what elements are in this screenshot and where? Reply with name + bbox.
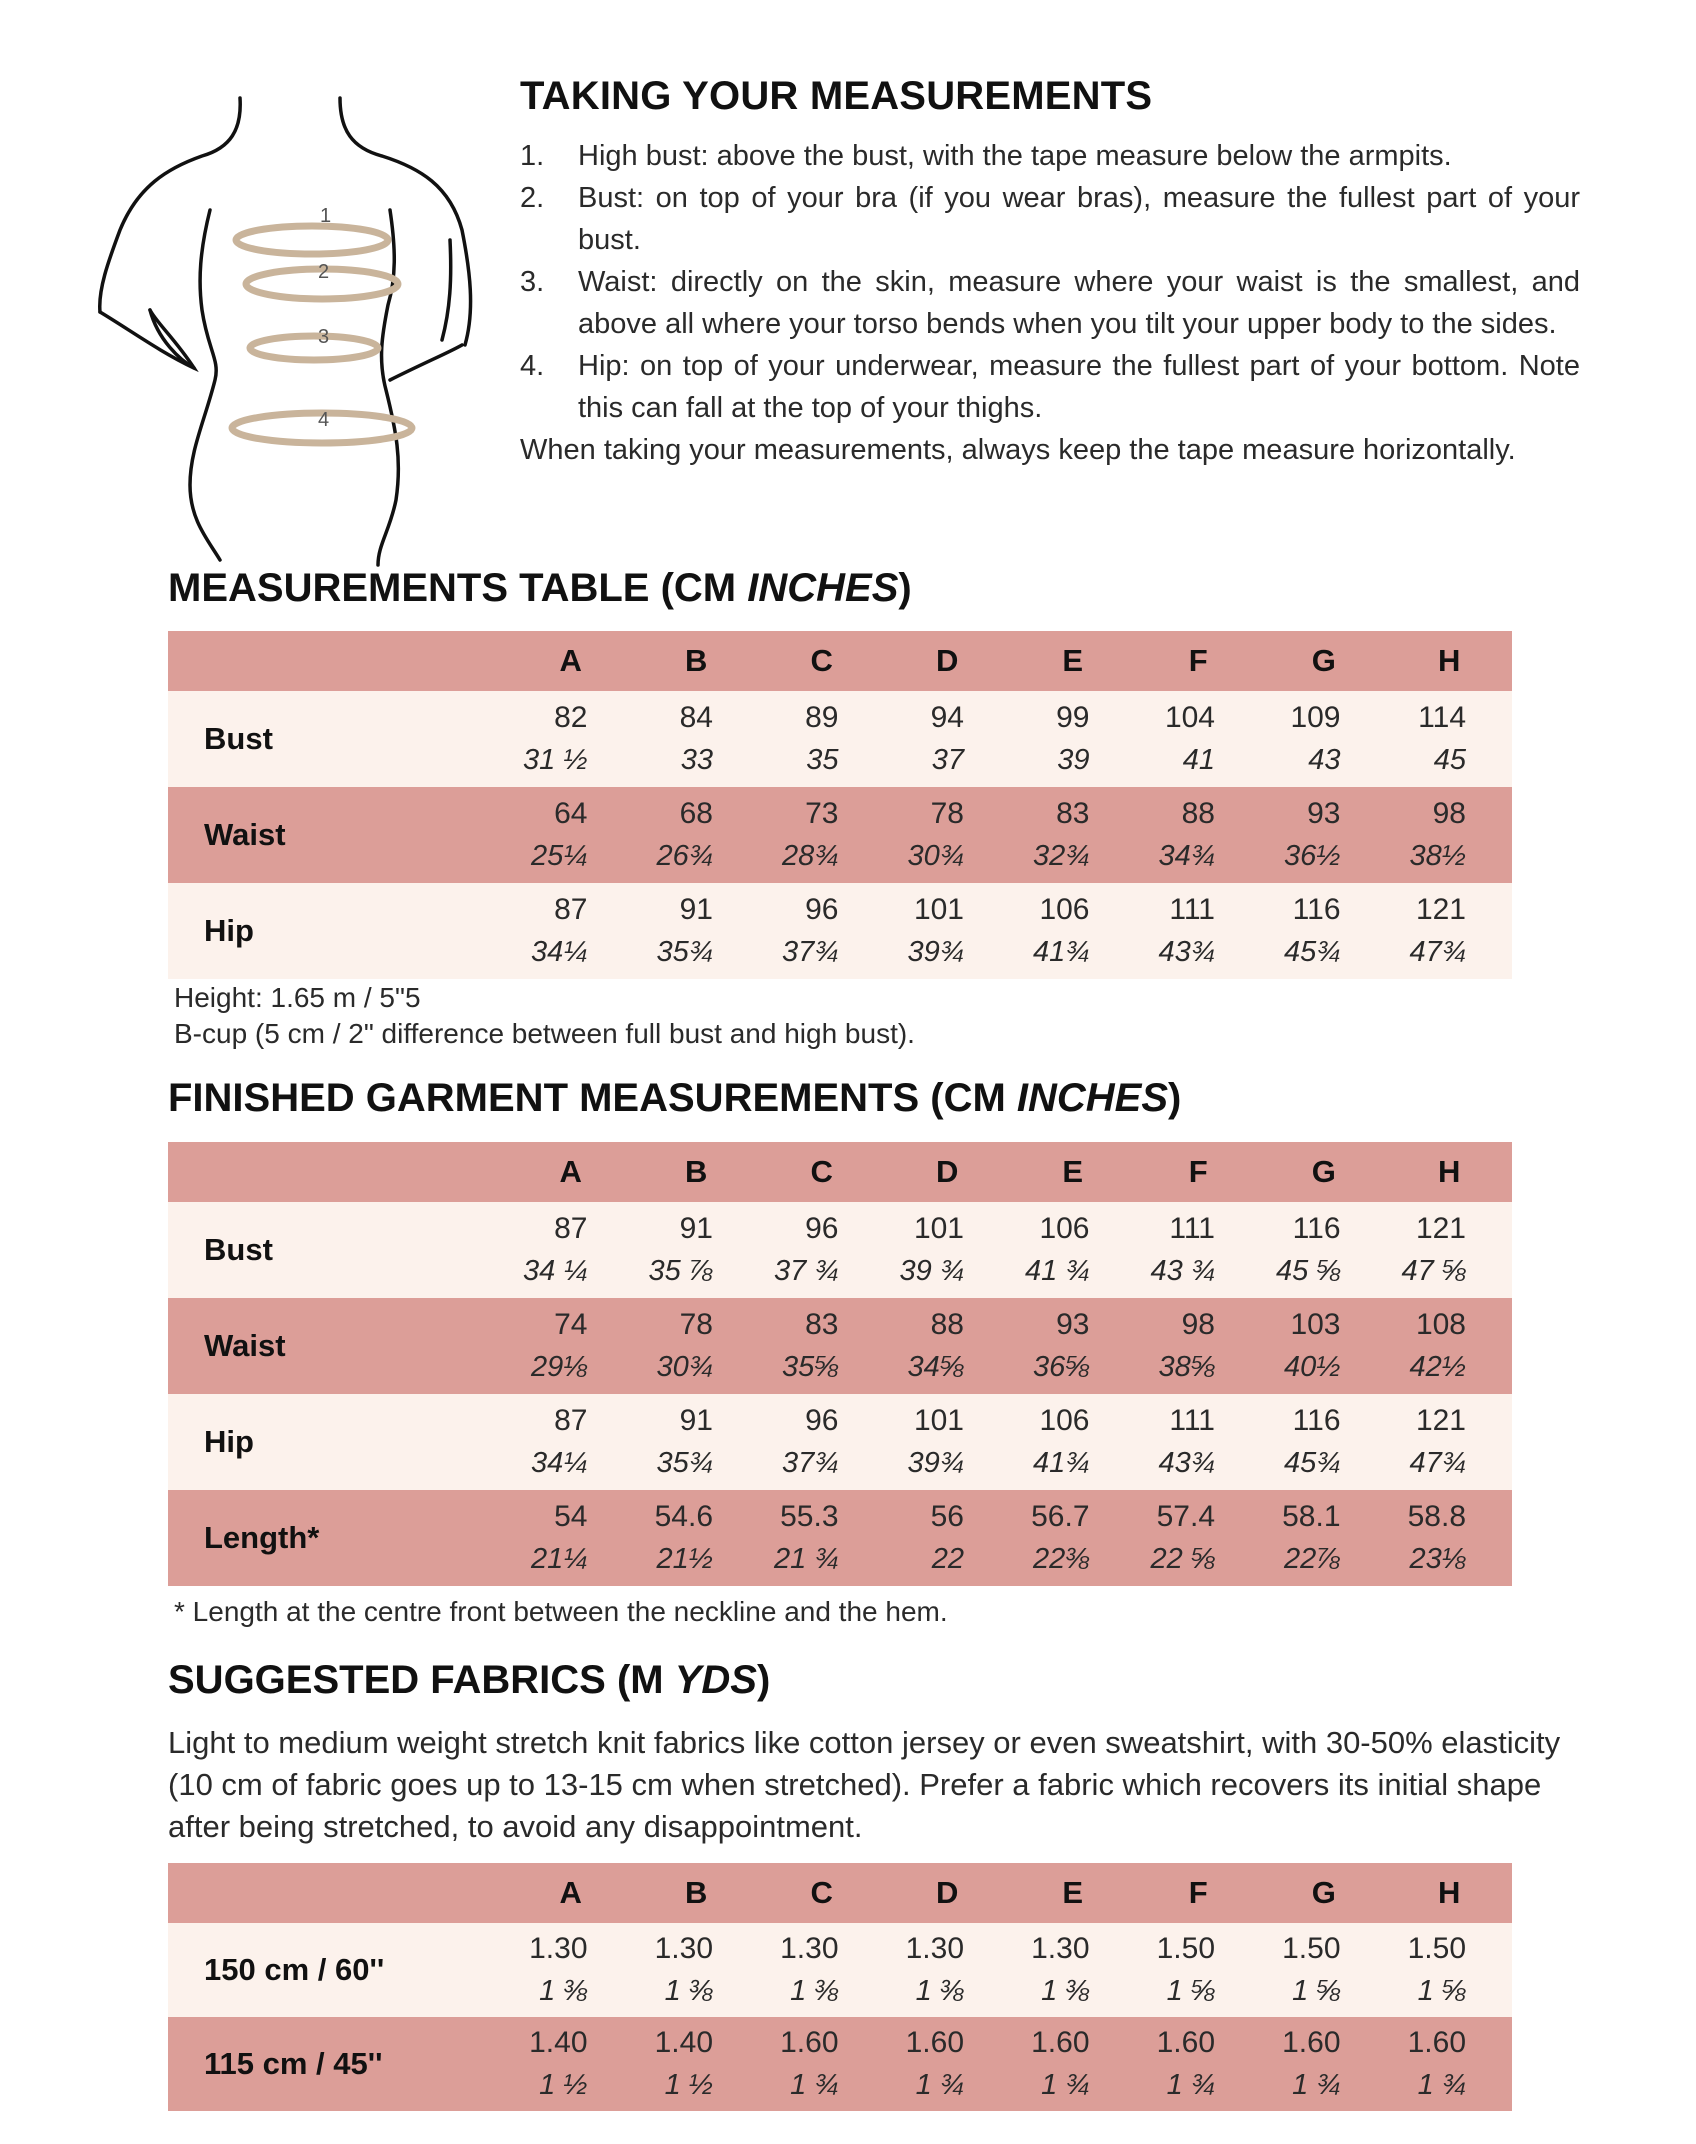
torso-illustration [90, 90, 530, 570]
table-cell [1010, 1923, 1136, 2017]
table-cell [508, 1394, 634, 1490]
value-inches: 1 ⅝ [1292, 1975, 1341, 2007]
value-inches: 41¾ [1033, 936, 1090, 968]
table-cell [1261, 1394, 1387, 1490]
value-cm: 56.7 [1031, 1500, 1090, 1533]
value-inches: 1 ⅜ [539, 1975, 588, 2007]
table-row [168, 1490, 1512, 1586]
row-label: Waist [168, 1298, 508, 1394]
table-cell [1136, 1923, 1262, 2017]
table-cell [885, 787, 1011, 883]
size-header-cell: C [759, 1142, 885, 1202]
size-header-cell: D [885, 1142, 1011, 1202]
measuring-instructions [520, 74, 1580, 471]
value-inches: 1 ¾ [1041, 2069, 1090, 2101]
value-cm: 1.50 [1156, 1932, 1215, 1965]
table-cell [885, 2017, 1011, 2111]
size-header-row [168, 631, 1512, 691]
value-cm: 91 [679, 1212, 713, 1245]
table-cell [1136, 1394, 1262, 1490]
table-cell [1136, 2017, 1262, 2111]
value-inches: 40½ [1284, 1351, 1341, 1383]
value-inches: 36½ [1284, 840, 1341, 872]
table-cell [508, 691, 634, 787]
table-cell [1387, 1923, 1513, 2017]
size-header-cell: E [1010, 631, 1136, 691]
size-header-corner [168, 631, 508, 691]
value-cm: 111 [1169, 1212, 1215, 1245]
table-cell [508, 1490, 634, 1586]
size-header-cell: C [759, 1863, 885, 1923]
value-cm: 56 [930, 1500, 964, 1533]
size-header-corner [168, 1863, 508, 1923]
value-cm: 89 [805, 701, 839, 734]
value-cm: 106 [1039, 893, 1090, 926]
table-cell [634, 691, 760, 787]
size-header-cell: E [1010, 1142, 1136, 1202]
value-inches: 42½ [1409, 1351, 1466, 1383]
value-inches: 41¾ [1033, 1447, 1090, 1479]
value-cm: 106 [1039, 1404, 1090, 1437]
row-label: Length* [168, 1490, 508, 1586]
value-inches: 1 ½ [539, 2069, 588, 2101]
value-inches: 34¾ [1158, 840, 1215, 872]
value-cm: 1.60 [1407, 2026, 1466, 2059]
value-inches: 43¾ [1158, 936, 1215, 968]
value-inches: 43¾ [1158, 1447, 1215, 1479]
table-cell [1387, 1202, 1513, 1298]
value-inches: 34 ¼ [523, 1255, 588, 1287]
table-cell [1010, 1298, 1136, 1394]
value-inches: 1 ½ [664, 2069, 713, 2101]
finished-measurements-table [168, 1142, 1512, 1586]
value-cm: 87 [554, 1404, 588, 1437]
size-header-cell: D [885, 1863, 1011, 1923]
value-cm: 1.30 [654, 1932, 713, 1965]
value-inches: 34¼ [531, 1447, 588, 1479]
value-cm: 94 [930, 701, 964, 734]
value-cm: 121 [1415, 1404, 1466, 1437]
value-inches: 37 ¾ [774, 1255, 839, 1287]
table-row [168, 787, 1512, 883]
length-footnote: * Length at the centre front between the neckline and the hem. [174, 1596, 948, 1627]
instruction-step: 1. High bust: above the bust, with the tape measure below the armpits. [520, 140, 1452, 172]
figure-label-3: 3 [318, 326, 330, 348]
value-inches: 37¾ [782, 936, 839, 968]
cup-note: B-cup (5 cm / 2" difference between full bust and high bust). [174, 1018, 915, 1049]
size-header-cell: D [885, 631, 1011, 691]
value-inches: 22⅜ [1033, 1543, 1090, 1575]
table-cell [1387, 691, 1513, 787]
table-cell [759, 1298, 885, 1394]
value-cm: 58.1 [1282, 1500, 1341, 1533]
row-label: Hip [168, 883, 508, 979]
value-inches: 1 ⅜ [1041, 1975, 1090, 2007]
fabric-requirements-table [168, 1863, 1512, 2111]
value-cm: 1.30 [1031, 1932, 1090, 1965]
table-cell [634, 1394, 760, 1490]
table-row [168, 1394, 1512, 1490]
table-cell [634, 1298, 760, 1394]
value-cm: 116 [1292, 893, 1341, 926]
value-inches: 1 ¾ [915, 2069, 964, 2101]
value-cm: 73 [805, 797, 839, 830]
value-inches: 30¾ [656, 1351, 713, 1383]
value-cm: 91 [679, 1404, 713, 1437]
value-inches: 1 ⅝ [1417, 1975, 1466, 2007]
value-inches: 35 [806, 744, 839, 776]
value-inches: 45 [1433, 744, 1466, 776]
table-cell [1387, 1394, 1513, 1490]
row-label: 150 cm / 60'' [168, 1923, 508, 2017]
value-inches: 26¾ [656, 840, 713, 872]
value-inches: 35¾ [656, 936, 713, 968]
row-label: Bust [168, 1202, 508, 1298]
value-inches: 31 ½ [523, 744, 588, 776]
value-inches: 21¼ [531, 1543, 588, 1575]
value-cm: 1.50 [1282, 1932, 1341, 1965]
value-cm: 88 [1181, 797, 1215, 830]
value-cm: 93 [1056, 1308, 1090, 1341]
table-cell [508, 2017, 634, 2111]
value-cm: 82 [554, 701, 588, 734]
value-cm: 1.50 [1407, 1932, 1466, 1965]
table-cell [1136, 883, 1262, 979]
table-cell [508, 787, 634, 883]
value-inches: 22⅞ [1284, 1543, 1341, 1575]
value-inches: 45 ⅝ [1276, 1255, 1341, 1287]
table-cell [1387, 883, 1513, 979]
table-cell [1261, 1298, 1387, 1394]
size-header-cell: H [1387, 631, 1513, 691]
value-cm: 54.6 [654, 1500, 713, 1533]
value-cm: 1.60 [905, 2026, 964, 2059]
value-cm: 116 [1292, 1212, 1341, 1245]
value-inches: 45¾ [1284, 1447, 1341, 1479]
table-cell [634, 1490, 760, 1586]
body-measurement-figure [90, 90, 530, 570]
value-cm: 1.60 [1156, 2026, 1215, 2059]
table-cell [508, 883, 634, 979]
table-cell [634, 2017, 760, 2111]
value-cm: 96 [805, 893, 839, 926]
value-inches: 21 ¾ [774, 1543, 839, 1575]
figure-label-1: 1 [320, 205, 332, 227]
table-cell [1261, 1202, 1387, 1298]
value-cm: 84 [679, 701, 713, 734]
value-cm: 1.40 [654, 2026, 713, 2059]
value-cm: 111 [1169, 893, 1215, 926]
value-cm: 114 [1418, 701, 1466, 734]
value-cm: 55.3 [780, 1500, 839, 1533]
table-cell [1010, 2017, 1136, 2111]
value-inches: 29⅛ [531, 1351, 588, 1383]
value-cm: 106 [1039, 1212, 1090, 1245]
instruction-step: 3. Waist: directly on the skin, measure where your waist is the smallest, and above all where your torso bends when you tilt your upper body to the sides. [520, 266, 1580, 340]
value-cm: 88 [930, 1308, 964, 1341]
value-inches: 45¾ [1284, 936, 1341, 968]
value-cm: 58.8 [1407, 1500, 1466, 1533]
value-cm: 116 [1292, 1404, 1341, 1437]
table-row [168, 2017, 1512, 2111]
size-header-cell: G [1261, 631, 1387, 691]
table-cell [759, 691, 885, 787]
table-cell [1010, 691, 1136, 787]
table-cell [885, 1394, 1011, 1490]
value-cm: 98 [1432, 797, 1466, 830]
table-cell [1136, 787, 1262, 883]
size-header-cell: H [1387, 1142, 1513, 1202]
value-inches: 1 ⅝ [1166, 1975, 1215, 2007]
value-inches: 22 [931, 1543, 964, 1575]
value-inches: 1 ⅜ [790, 1975, 839, 2007]
instruction-step: 2. Bust: on top of your bra (if you wear bras), measure the fullest part of your bust. [520, 182, 1580, 256]
value-cm: 83 [1056, 797, 1090, 830]
table-cell [1261, 691, 1387, 787]
value-inches: 35⅝ [782, 1351, 839, 1383]
value-inches: 38⅝ [1158, 1351, 1215, 1383]
table-cell [1136, 1298, 1262, 1394]
value-cm: 98 [1181, 1308, 1215, 1341]
table-cell [1010, 1394, 1136, 1490]
table-cell [1010, 883, 1136, 979]
value-inches: 28¾ [782, 840, 839, 872]
value-inches: 30¾ [907, 840, 964, 872]
table-cell [885, 1298, 1011, 1394]
table-cell [885, 1923, 1011, 2017]
value-cm: 109 [1290, 701, 1341, 734]
value-cm: 93 [1307, 797, 1341, 830]
value-cm: 99 [1056, 701, 1090, 734]
table-cell [1261, 1923, 1387, 2017]
value-inches: 43 [1308, 744, 1341, 776]
value-cm: 57.4 [1156, 1500, 1215, 1533]
table-cell [759, 787, 885, 883]
table-cell [759, 1490, 885, 1586]
value-inches: 39¾ [907, 936, 964, 968]
size-header-cell: G [1261, 1863, 1387, 1923]
instructions-title: TAKING YOUR MEASUREMENTS [520, 74, 1153, 118]
table-cell [634, 1923, 760, 2017]
value-inches: 36⅝ [1033, 1351, 1090, 1383]
value-inches: 22 ⅝ [1150, 1543, 1215, 1575]
table-cell [1261, 2017, 1387, 2111]
finished-measurements-title: FINISHED GARMENT MEASUREMENTS (CM INCHES) [168, 1076, 1182, 1120]
value-cm: 78 [930, 797, 964, 830]
size-header-cell: A [508, 1142, 634, 1202]
fabric-description: Light to medium weight stretch knit fabrics like cotton jersey or even sweatshirt, with 30-50% elasticity (10 cm of fabric goes up to 13-15 cm when stretched). Prefer a fabric which recovers its initial shape after being stretched, to avoid any disappointment. [168, 1725, 1561, 1844]
table-cell [759, 1202, 885, 1298]
table-cell [1387, 787, 1513, 883]
value-cm: 121 [1415, 1212, 1466, 1245]
value-inches: 33 [680, 744, 713, 776]
value-inches: 37¾ [782, 1447, 839, 1479]
row-label: Hip [168, 1394, 508, 1490]
measurements-table [168, 631, 1512, 979]
figure-label-2: 2 [318, 261, 330, 283]
value-inches: 35¾ [656, 1447, 713, 1479]
value-inches: 41 [1182, 744, 1215, 776]
value-cm: 83 [805, 1308, 839, 1341]
table-cell [508, 1923, 634, 2017]
value-inches: 41 ¾ [1025, 1255, 1090, 1287]
value-cm: 1.30 [905, 1932, 964, 1965]
value-inches: 47¾ [1409, 936, 1466, 968]
table-cell [1136, 691, 1262, 787]
size-header-cell: E [1010, 1863, 1136, 1923]
value-inches: 1 ¾ [1166, 2069, 1215, 2101]
value-inches: 1 ¾ [790, 2069, 839, 2101]
size-header-cell: B [634, 1142, 760, 1202]
size-header-cell: A [508, 1863, 634, 1923]
table-cell [759, 2017, 885, 2111]
value-inches: 34⅝ [907, 1351, 964, 1383]
suggested-fabrics-title: SUGGESTED FABRICS (M YDS) [168, 1658, 771, 1702]
size-header-cell: F [1136, 1863, 1262, 1923]
size-header-cell: G [1261, 1142, 1387, 1202]
table-cell [1261, 787, 1387, 883]
size-header-cell: F [1136, 631, 1262, 691]
value-cm: 1.60 [1031, 2026, 1090, 2059]
row-label: 115 cm / 45'' [168, 2017, 508, 2111]
table-row [168, 883, 1512, 979]
value-cm: 87 [554, 1212, 588, 1245]
table-cell [885, 1490, 1011, 1586]
value-inches: 1 ⅜ [664, 1975, 713, 2007]
value-inches: 47¾ [1409, 1447, 1466, 1479]
value-cm: 87 [554, 893, 588, 926]
table-cell [885, 691, 1011, 787]
value-inches: 35 ⅞ [648, 1255, 713, 1287]
table-cell [885, 883, 1011, 979]
value-cm: 64 [554, 797, 588, 830]
value-inches: 23⅛ [1409, 1543, 1466, 1575]
instructions-note: When taking your measurements, always keep the tape measure horizontally. [520, 434, 1516, 466]
value-inches: 32¾ [1033, 840, 1090, 872]
value-cm: 101 [913, 893, 964, 926]
figure-label-4: 4 [318, 409, 330, 431]
value-cm: 54 [554, 1500, 588, 1533]
value-inches: 38½ [1409, 840, 1466, 872]
value-inches: 1 ⅜ [915, 1975, 964, 2007]
value-cm: 91 [679, 893, 713, 926]
value-cm: 101 [913, 1212, 964, 1245]
value-inches: 25¼ [531, 840, 588, 872]
size-header-row [168, 1142, 1512, 1202]
value-inches: 39 [1057, 744, 1090, 776]
value-cm: 101 [913, 1404, 964, 1437]
value-cm: 111 [1169, 1404, 1215, 1437]
value-cm: 96 [805, 1404, 839, 1437]
table-row [168, 1202, 1512, 1298]
value-cm: 1.60 [1282, 2026, 1341, 2059]
size-header-cell: A [508, 631, 634, 691]
size-header-cell: F [1136, 1142, 1262, 1202]
value-cm: 121 [1415, 893, 1466, 926]
value-cm: 104 [1164, 701, 1215, 734]
value-cm: 1.60 [780, 2026, 839, 2059]
table-cell [1387, 1298, 1513, 1394]
table-cell [1261, 883, 1387, 979]
table-cell [759, 883, 885, 979]
table-cell [1010, 787, 1136, 883]
value-inches: 47 ⅝ [1401, 1255, 1466, 1287]
value-inches: 37 [931, 744, 964, 776]
value-inches: 39¾ [907, 1447, 964, 1479]
size-header-cell: C [759, 631, 885, 691]
table-cell [1387, 2017, 1513, 2111]
instructions-list [520, 135, 1580, 429]
table-cell [1010, 1202, 1136, 1298]
size-header-corner [168, 1142, 508, 1202]
table-row [168, 691, 1512, 787]
table-row [168, 1298, 1512, 1394]
value-cm: 78 [679, 1308, 713, 1341]
table-cell [508, 1298, 634, 1394]
size-header-row [168, 1863, 1512, 1923]
table-cell [885, 1202, 1011, 1298]
table-cell [1136, 1202, 1262, 1298]
value-inches: 1 ¾ [1417, 2069, 1466, 2101]
table-cell [1387, 1490, 1513, 1586]
value-inches: 43 ¾ [1150, 1255, 1215, 1287]
value-inches: 39 ¾ [899, 1255, 964, 1287]
instruction-step: 4. Hip: on top of your underwear, measure the fullest part of your bottom. Note this can fall at the top of your thighs. [520, 350, 1580, 424]
row-label: Waist [168, 787, 508, 883]
table-cell [508, 1202, 634, 1298]
tape-waist [250, 336, 378, 360]
value-cm: 68 [679, 797, 713, 830]
size-header-cell: B [634, 631, 760, 691]
height-note: Height: 1.65 m / 5"5 [174, 982, 421, 1013]
value-cm: 1.30 [780, 1932, 839, 1965]
table-row [168, 1923, 1512, 2017]
tape-high-bust [236, 226, 388, 254]
value-cm: 108 [1415, 1308, 1466, 1341]
table-cell [1136, 1490, 1262, 1586]
value-cm: 1.30 [529, 1932, 588, 1965]
value-cm: 74 [554, 1308, 588, 1341]
table-cell [634, 1202, 760, 1298]
value-cm: 96 [805, 1212, 839, 1245]
value-cm: 1.40 [529, 2026, 588, 2059]
table-cell [759, 1923, 885, 2017]
table-cell [1261, 1490, 1387, 1586]
size-header-cell: B [634, 1863, 760, 1923]
table-cell [634, 883, 760, 979]
value-inches: 21½ [656, 1543, 713, 1575]
value-inches: 34¼ [531, 936, 588, 968]
size-header-cell: H [1387, 1863, 1513, 1923]
table-cell [759, 1394, 885, 1490]
measurements-table-title: MEASUREMENTS TABLE (CM INCHES) [168, 566, 912, 610]
row-label: Bust [168, 691, 508, 787]
table-cell [1010, 1490, 1136, 1586]
table-cell [634, 787, 760, 883]
value-inches: 1 ¾ [1292, 2069, 1341, 2101]
value-cm: 103 [1290, 1308, 1341, 1341]
